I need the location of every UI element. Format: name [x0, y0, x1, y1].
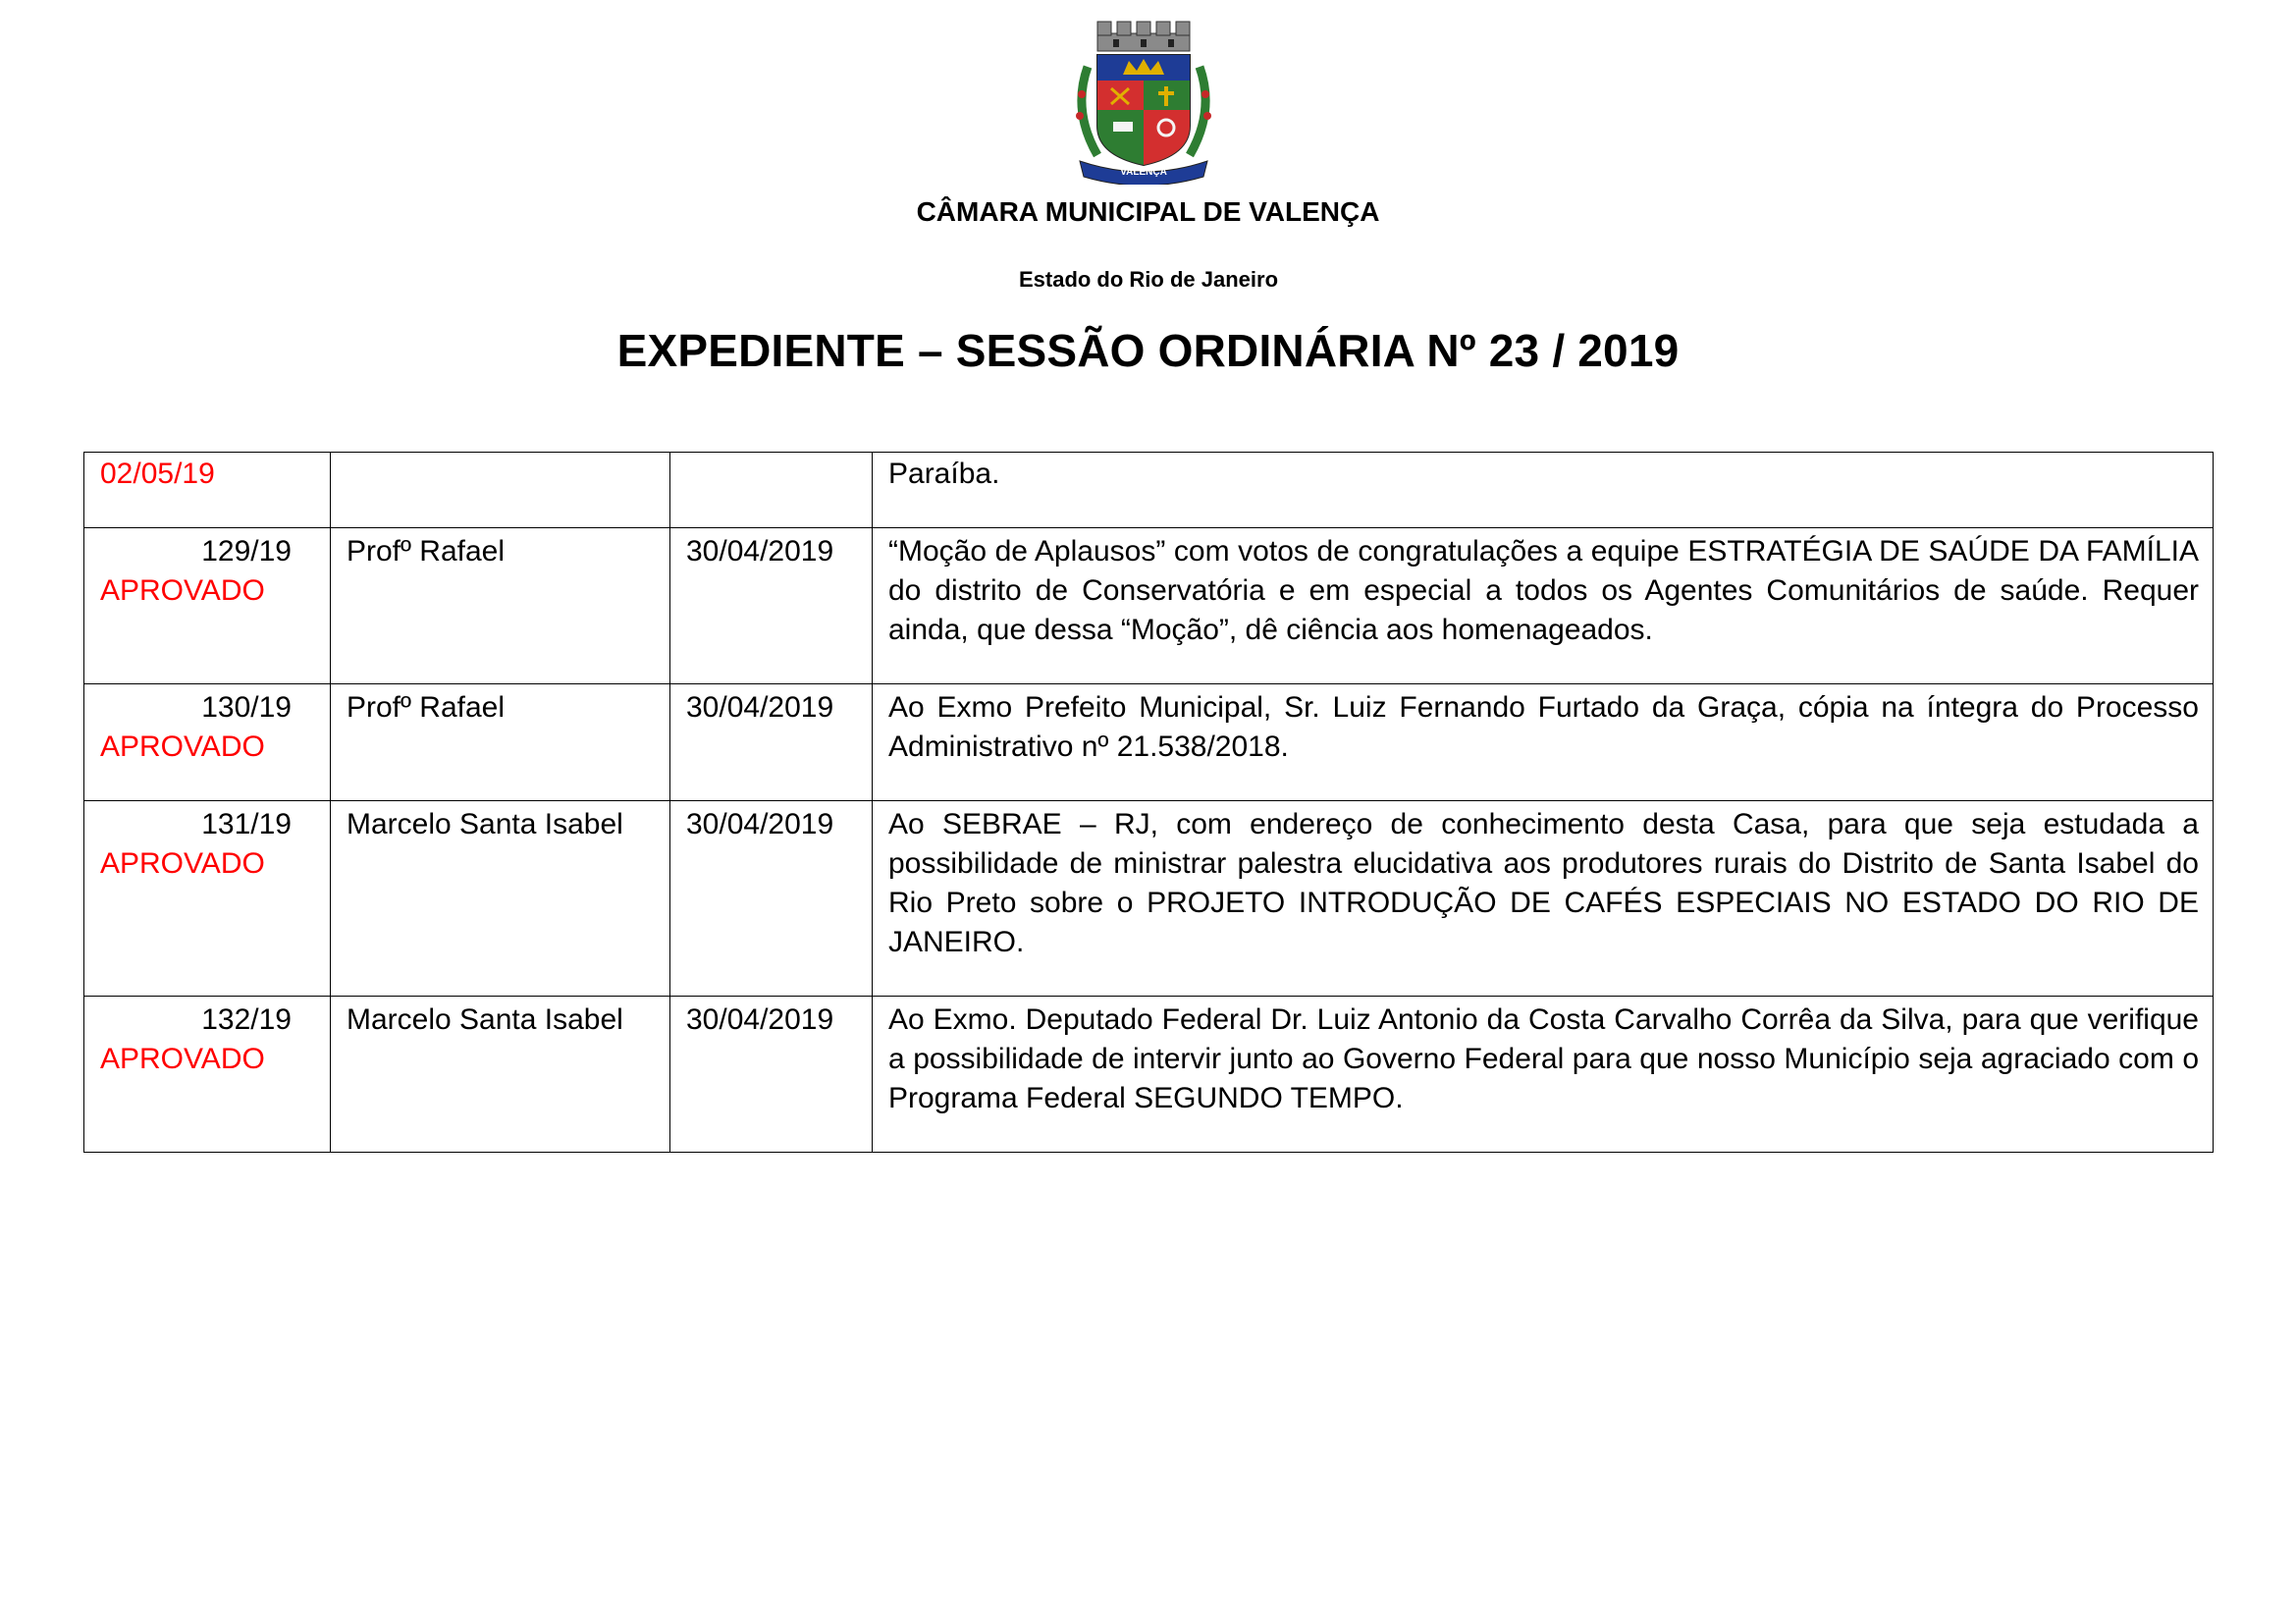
coat-of-arms-ribbon-text: VALENÇA	[1120, 167, 1167, 178]
record-number-cell	[84, 528, 331, 684]
date-cell: 30/04/2019	[670, 801, 873, 997]
table-row	[84, 997, 2214, 1153]
record-number: 130/19	[201, 691, 292, 724]
record-date-label: 02/05/19	[100, 458, 215, 490]
record-number-cell	[84, 453, 331, 528]
description-cell: Ao Exmo. Deputado Federal Dr. Luiz Antonio da Costa Carvalho Corrêa da Silva, para que verifique a possibilidade de intervir junto ao Governo Federal para que nosso Município seja agraciado com o Programa Federal SEGUNDO TEMPO.	[873, 997, 2214, 1153]
author-cell: Profº Rafael	[331, 684, 670, 801]
description-cell: Paraíba.	[873, 453, 2214, 528]
record-number-cell	[84, 684, 331, 801]
author-cell: Marcelo Santa Isabel	[331, 801, 670, 997]
description-cell: Ao Exmo Prefeito Municipal, Sr. Luiz Fernando Furtado da Graça, cópia na íntegra do Processo Administrativo nº 21.538/2018.	[873, 684, 2214, 801]
date-cell: 30/04/2019	[670, 528, 873, 684]
state-name: Estado do Rio de Janeiro	[1018, 267, 1279, 292]
coat-of-arms-logo	[1068, 18, 1219, 185]
organization-name: CÂMARA MUNICIPAL DE VALENÇA	[916, 196, 1380, 227]
date-cell: 30/04/2019	[670, 684, 873, 801]
author-cell	[331, 453, 670, 528]
description-cell: “Moção de Aplausos” com votos de congratulações a equipe ESTRATÉGIA DE SAÚDE DA FAMÍLIA do distrito de Conservatória e em especial a todos os Agentes Comunitários de saúde. Requer ainda, que dessa “Moção”, dê ciência aos homenageados.	[873, 528, 2214, 684]
document-title: EXPEDIENTE – SESSÃO ORDINÁRIA Nº 23 / 2019	[616, 325, 1680, 376]
status-badge: APROVADO	[100, 574, 265, 607]
date-cell: 30/04/2019	[670, 997, 873, 1153]
record-number: 132/19	[201, 1003, 292, 1036]
description-cell: Ao SEBRAE – RJ, com endereço de conhecimento desta Casa, para que seja estudada a possibilidade de ministrar palestra elucidativa aos produtores rurais do Distrito de Santa Isabel do Rio Preto sobre o PROJETO INTRODUÇÃO DE CAFÉS ESPECIAIS NO ESTADO DO RIO DE JANEIRO.	[873, 801, 2214, 997]
records-table	[83, 452, 2214, 1153]
record-number-cell	[84, 801, 331, 997]
record-number: 131/19	[201, 808, 292, 840]
record-number-cell	[84, 997, 331, 1153]
record-number: 129/19	[201, 535, 292, 568]
table-row	[84, 528, 2214, 684]
table-row	[84, 684, 2214, 801]
status-badge: APROVADO	[100, 730, 265, 763]
table-row	[84, 801, 2214, 997]
status-badge: APROVADO	[100, 1043, 265, 1075]
table-row	[84, 453, 2214, 528]
author-cell: Marcelo Santa Isabel	[331, 997, 670, 1153]
date-cell	[670, 453, 873, 528]
author-cell: Profº Rafael	[331, 528, 670, 684]
status-badge: APROVADO	[100, 847, 265, 880]
